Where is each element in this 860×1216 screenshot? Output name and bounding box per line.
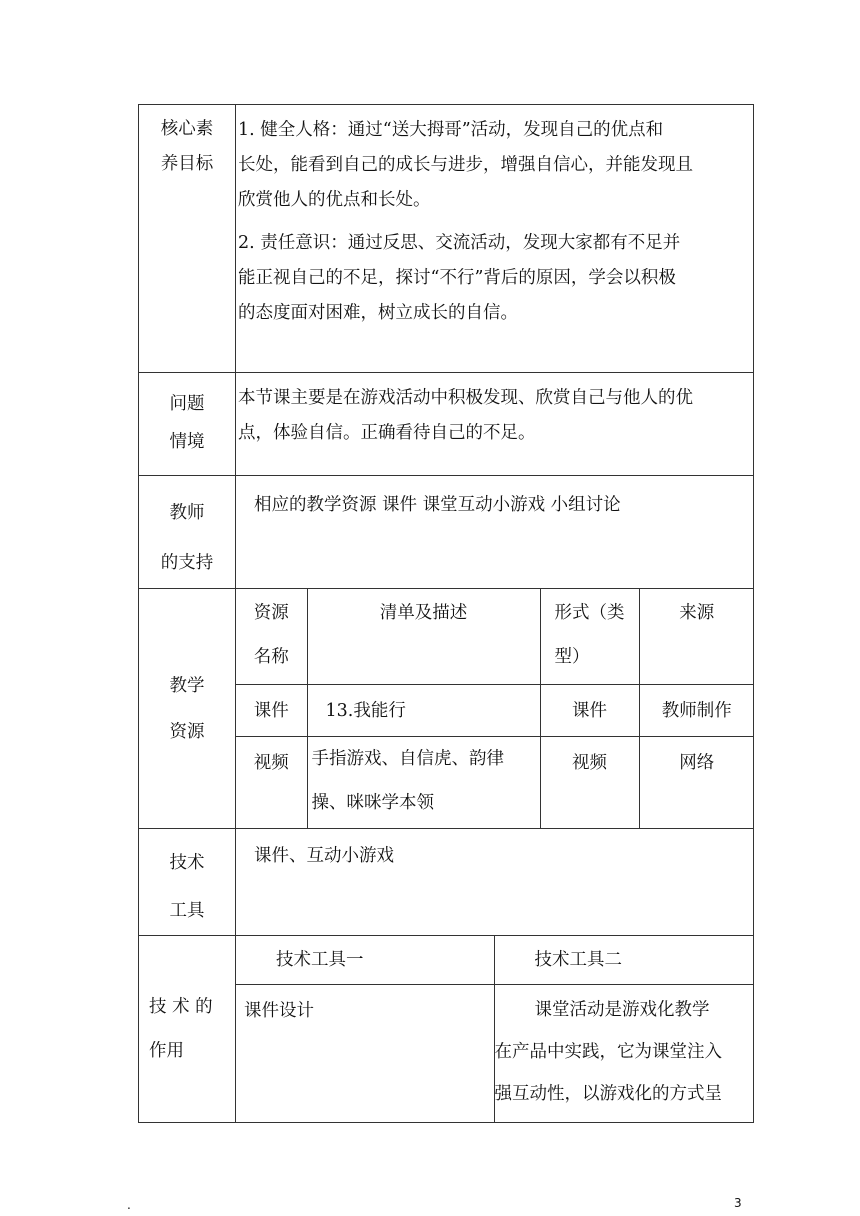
header-form-type: 形式（类 型） — [540, 589, 639, 684]
tech-role-content-row — [236, 984, 754, 1122]
row-problem — [139, 373, 754, 476]
resource-name: 视频 — [236, 736, 307, 828]
resource-description: 13.我能行 — [307, 684, 540, 736]
resources-label: 教学 资源 — [139, 589, 236, 829]
tech-tools-content: 课件、互动小游戏 — [236, 829, 754, 936]
tech-role-table — [236, 936, 754, 1122]
goal-1-line: 长处，能看到自己的成长与进步，增强自信心，并能发现且 — [238, 155, 693, 175]
tech-role-table-cell — [236, 936, 754, 1123]
resource-name: 课件 — [236, 684, 307, 736]
goal-2-line: 2. 责任意识：通过反思、交流活动，发现大家都有不足并 — [238, 233, 681, 253]
row-resources — [139, 589, 754, 829]
resource-description: 手指游戏、自信虎、韵律 操、咪咪学本领 — [307, 736, 540, 828]
header-resource-name: 资源 名称 — [236, 589, 307, 684]
tool-two-header: 技术工具二 — [494, 936, 754, 984]
resources-table-cell — [236, 589, 754, 829]
goal-2-line: 的态度面对困难，树立成长的自信。 — [238, 303, 518, 323]
table-row — [236, 684, 754, 736]
resource-source: 教师制作 — [639, 684, 754, 736]
table-row — [236, 736, 754, 828]
resource-source: 网络 — [639, 736, 754, 828]
problem-label: 问题 情境 — [139, 373, 236, 476]
goal-2-line: 能正视自己的不足，探讨“不行”背后的原因，学会以积极 — [238, 268, 676, 288]
resources-table — [236, 589, 754, 828]
row-tech-tools — [139, 829, 754, 936]
tool-two-description: 课堂活动是游戏化教学 在产品中实践，它为课堂注入 强互动性，以游戏化的方式呈 — [494, 984, 754, 1122]
row-tech-role — [139, 936, 754, 1123]
tech-role-label: 技 术 的 作用 — [139, 936, 236, 1123]
resource-form: 课件 — [540, 684, 639, 736]
teacher-support-label: 教师 的支持 — [139, 476, 236, 589]
tech-role-header-row — [236, 936, 754, 984]
teacher-support-content: 相应的教学资源 课件 课堂互动小游戏 小组讨论 — [236, 476, 754, 589]
page-number: 3 — [734, 1196, 742, 1210]
resource-form: 视频 — [540, 736, 639, 828]
footer-dot: . — [127, 1198, 131, 1212]
core-goals-label: 核心素 养目标 — [139, 105, 236, 373]
problem-content: 本节课主要是在游戏活动中积极发现、欣赏自己与他人的优 点，体验自信。正确看待自己的不足。 — [236, 373, 754, 476]
resources-header-row — [236, 589, 754, 684]
row-teacher-support — [139, 476, 754, 589]
core-goals-content — [236, 105, 754, 373]
goal-1-line: 1. 健全人格：通过“送大拇哥”活动，发现自己的优点和 — [238, 120, 664, 140]
header-source: 来源 — [639, 589, 754, 684]
tech-tools-label: 技术 工具 — [139, 829, 236, 936]
lesson-plan-table — [138, 104, 754, 1123]
tool-one-description: 课件设计 — [236, 984, 494, 1122]
header-description: 清单及描述 — [307, 589, 540, 684]
row-core-goals — [139, 105, 754, 373]
tool-one-header: 技术工具一 — [236, 936, 494, 984]
goal-1-line: 欣赏他人的优点和长处。 — [238, 190, 431, 210]
